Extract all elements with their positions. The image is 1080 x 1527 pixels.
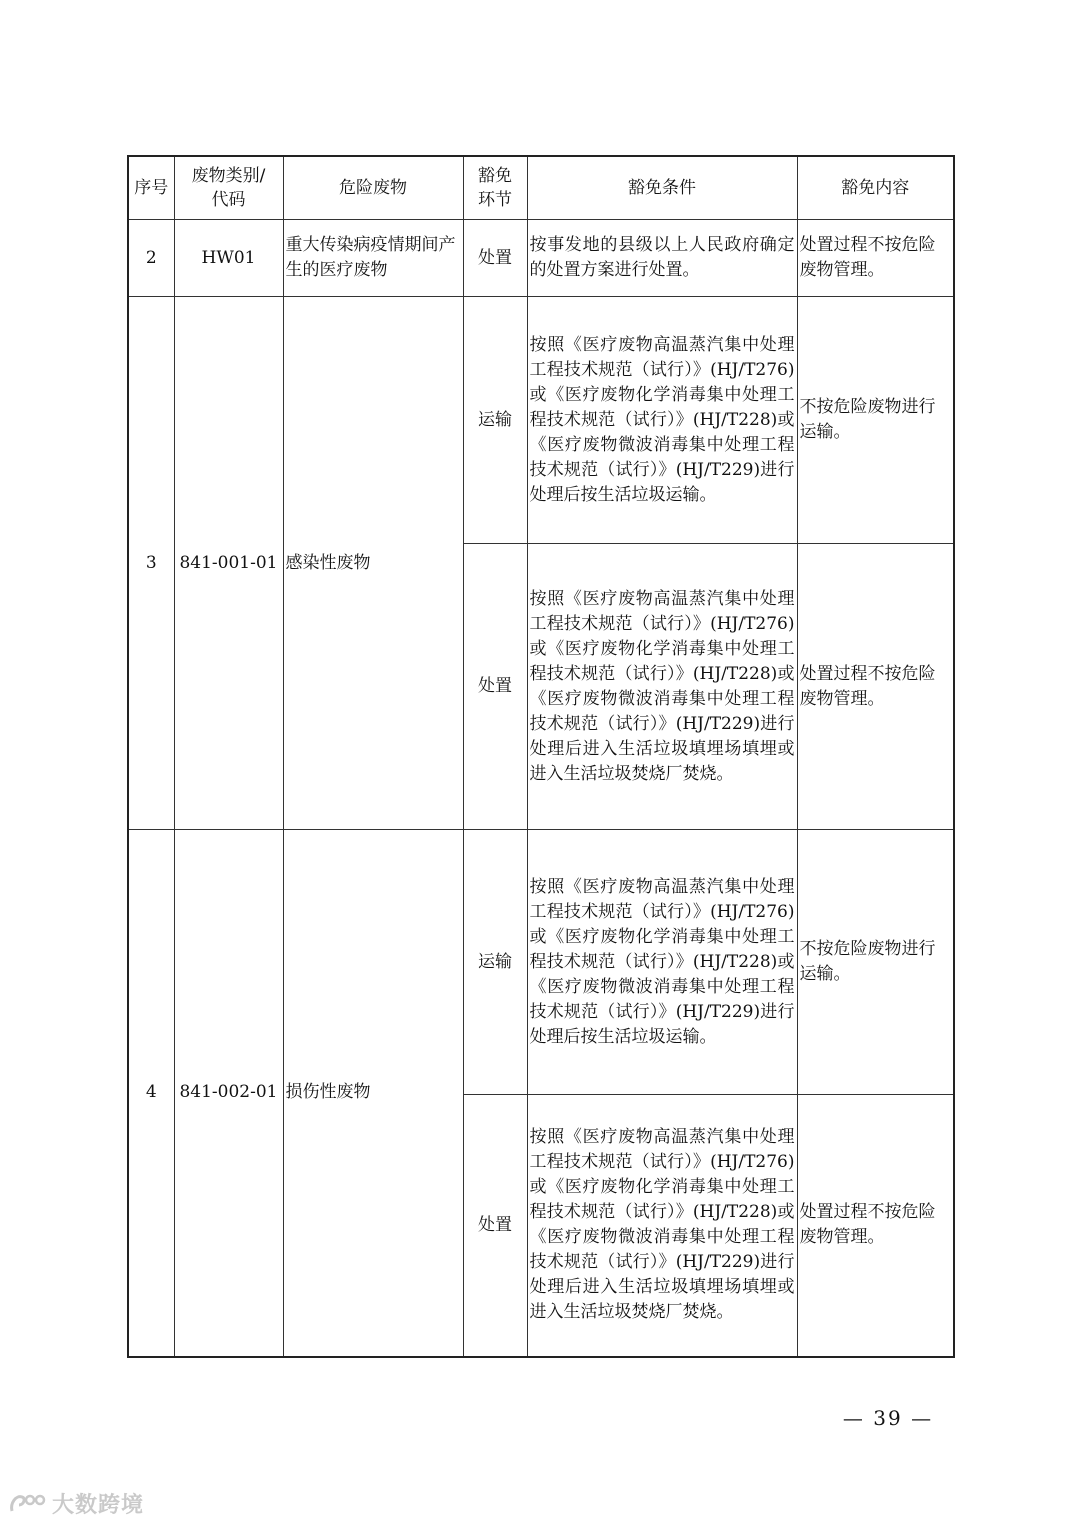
row-stage: 运输 <box>463 297 527 544</box>
header-category-line1: 废物类别/ <box>191 166 266 186</box>
row-condition: 按照《医疗废物高温蒸汽集中处理工程技术规范（试行）》(HJ/T276)或《医疗废物化学消毒集中处理工程技术规范（试行）》(HJ/T228)或《医疗废物微波消毒集中处理工程技术规范（试行）》(HJ/T229)进行处理后进入生活垃圾填埋场填埋或进入生活垃圾焚烧厂焚烧。 <box>527 1095 797 1357</box>
row-content: 不按危险废物进行运输。 <box>797 297 954 544</box>
row-stage: 处置 <box>463 544 527 830</box>
watermark-text: 大数跨境 <box>52 1493 145 1518</box>
table-row <box>128 220 954 297</box>
page-number: — 39 — <box>842 1406 934 1430</box>
row-stage: 处置 <box>463 1095 527 1357</box>
header-stage-line2: 环节 <box>478 190 512 210</box>
exemption-table <box>127 155 955 1358</box>
row-content: 处置过程不按危险废物管理。 <box>797 220 954 297</box>
row-seq: 4 <box>128 830 174 1357</box>
table-header-row <box>128 156 954 220</box>
row-waste: 重大传染病疫情期间产生的医疗废物 <box>283 220 463 297</box>
row-condition: 按照《医疗废物高温蒸汽集中处理工程技术规范（试行）》(HJ/T276)或《医疗废物化学消毒集中处理工程技术规范（试行）》(HJ/T228)或《医疗废物微波消毒集中处理工程技术规范（试行）》(HJ/T229)进行处理后进入生活垃圾填埋场填埋或进入生活垃圾焚烧厂焚烧。 <box>527 544 797 830</box>
row-code: 841-001-01 <box>174 297 283 830</box>
header-category <box>174 156 283 220</box>
watermark <box>8 1488 144 1519</box>
header-stage <box>463 156 527 220</box>
header-seq: 序号 <box>128 156 174 220</box>
row-content: 处置过程不按危险废物管理。 <box>797 1095 954 1357</box>
row-content: 不按危险废物进行运输。 <box>797 830 954 1095</box>
row-code: HW01 <box>174 220 283 297</box>
row-stage: 处置 <box>463 220 527 297</box>
row-condition: 按照《医疗废物高温蒸汽集中处理工程技术规范（试行）》(HJ/T276)或《医疗废物化学消毒集中处理工程技术规范（试行）》(HJ/T228)或《医疗废物微波消毒集中处理工程技术规范（试行）》(HJ/T229)进行处理后按生活垃圾运输。 <box>527 830 797 1095</box>
row-stage: 运输 <box>463 830 527 1095</box>
brand-logo-icon <box>8 1491 48 1517</box>
header-category-line2: 代码 <box>211 190 246 210</box>
table-row <box>128 297 954 544</box>
header-content: 豁免内容 <box>797 156 954 220</box>
header-waste: 危险废物 <box>283 156 463 220</box>
row-seq: 3 <box>128 297 174 830</box>
row-waste: 损伤性废物 <box>283 830 463 1357</box>
header-stage-line1: 豁免 <box>478 166 512 186</box>
table-row <box>128 830 954 1095</box>
header-condition: 豁免条件 <box>527 156 797 220</box>
row-seq: 2 <box>128 220 174 297</box>
row-code: 841-002-01 <box>174 830 283 1357</box>
row-waste: 感染性废物 <box>283 297 463 830</box>
row-condition: 按事发地的县级以上人民政府确定的处置方案进行处置。 <box>527 220 797 297</box>
row-condition: 按照《医疗废物高温蒸汽集中处理工程技术规范（试行）》(HJ/T276)或《医疗废物化学消毒集中处理工程技术规范（试行）》(HJ/T228)或《医疗废物微波消毒集中处理工程技术规范（试行）》(HJ/T229)进行处理后按生活垃圾运输。 <box>527 297 797 544</box>
row-content: 处置过程不按危险废物管理。 <box>797 544 954 830</box>
